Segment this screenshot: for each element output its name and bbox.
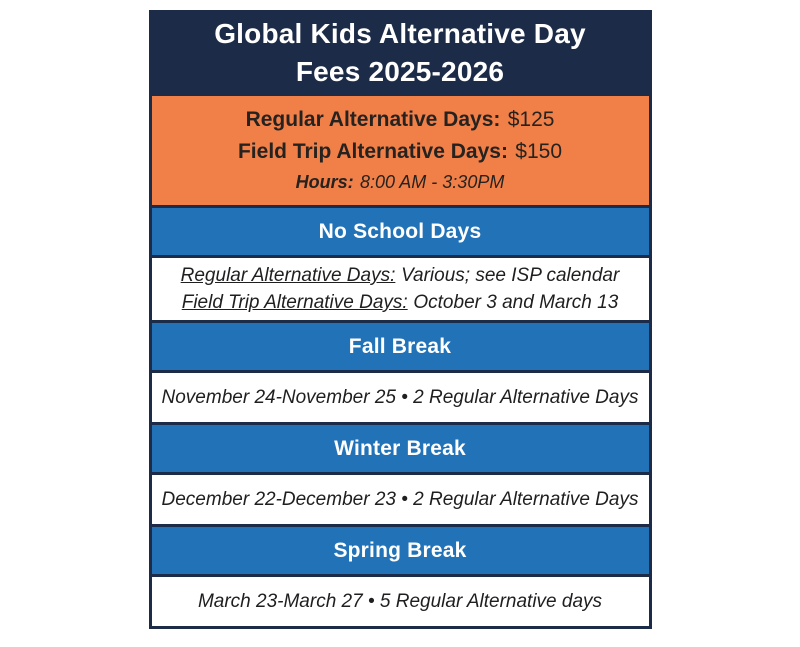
fees-section <box>152 93 649 205</box>
page <box>0 10 800 647</box>
hours-value: 8:00 AM - 3:30PM <box>359 172 505 192</box>
section-body-spring-break <box>152 574 649 626</box>
no-school-regular-label: Regular Alternative Days: <box>180 265 396 286</box>
no-school-regular-line <box>181 262 620 289</box>
no-school-field-trip-line <box>182 289 619 316</box>
no-school-field-trip-text: October 3 and March 13 <box>413 292 619 313</box>
hours-row <box>296 172 505 193</box>
section-heading-winter-break: Winter Break <box>152 422 649 472</box>
spring-break-dates: March 23-March 27 • 5 Regular Alternative days <box>197 591 603 612</box>
fees-poster <box>149 10 652 629</box>
section-body-no-school-days <box>152 255 649 320</box>
section-body-winter-break <box>152 472 649 524</box>
section-heading-no-school-days: No School Days <box>152 205 649 255</box>
section-heading-fall-break: Fall Break <box>152 320 649 370</box>
fee-value-field-trip: $150 <box>515 140 563 163</box>
hours-label: Hours: <box>295 172 354 192</box>
winter-break-dates: December 22-December 23 • 2 Regular Alternative Days <box>161 489 639 510</box>
fee-label-field-trip: Field Trip Alternative Days: <box>237 140 508 163</box>
no-school-regular-text: Various; see ISP calendar <box>401 265 620 286</box>
no-school-field-trip-label: Field Trip Alternative Days: <box>181 292 408 313</box>
section-heading-spring-break: Spring Break <box>152 524 649 574</box>
poster-title-line1: Global Kids Alternative Day <box>214 18 586 49</box>
poster-title-line2: Fees 2025-2026 <box>295 56 505 87</box>
section-body-fall-break <box>152 370 649 422</box>
fee-value-regular: $125 <box>507 108 555 131</box>
fall-break-dates: November 24-November 25 • 2 Regular Alternative Days <box>161 387 639 408</box>
fee-label-regular: Regular Alternative Days: <box>245 108 501 131</box>
fee-row-field-trip <box>238 140 562 164</box>
poster-header <box>152 13 649 93</box>
fee-row-regular <box>246 108 555 132</box>
